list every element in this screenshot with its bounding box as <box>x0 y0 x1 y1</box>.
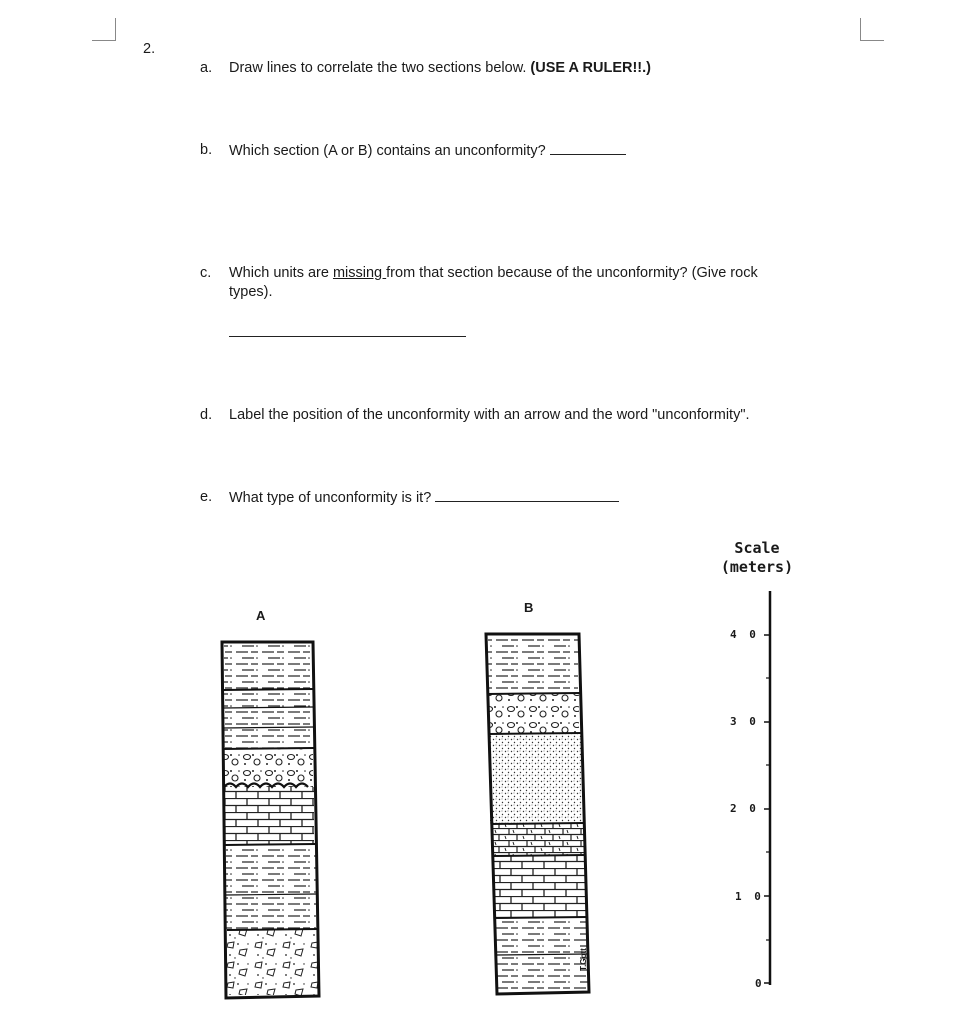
scale-bar <box>764 591 770 985</box>
item-d-text: Label the position of the unconformity with an arrow and the word "unconformity". <box>229 407 750 423</box>
item-b-question: Which section (A or B) contains an unconformity? <box>229 143 546 159</box>
scale-tick-30: 3 0 <box>730 715 759 728</box>
b-unit-limestone <box>494 856 586 918</box>
item-a-letter: a. <box>200 60 213 76</box>
item-d-letter: d. <box>200 407 213 423</box>
scale-tick-0: 0 <box>755 977 765 990</box>
item-c-underlined: missing <box>332 265 387 281</box>
a-unit-conglomerate <box>224 749 313 787</box>
item-c-post: from that section because of the unconformity? (Give rock <box>386 265 758 281</box>
a-unit-limestone <box>225 787 314 845</box>
section-b-label: B <box>524 600 534 615</box>
item-e-question: What type of unconformity is it? <box>229 490 432 506</box>
b-unit-dolomite <box>492 824 584 856</box>
b-unit-conglomerate <box>489 694 579 734</box>
item-c-letter: c. <box>200 265 212 281</box>
item-c-pre: Which units are <box>229 265 333 281</box>
item-a-instruction: Draw lines to correlate the two sections below. <box>229 60 531 76</box>
item-b-letter: b. <box>200 142 213 158</box>
b-unit-sandstone <box>490 734 582 824</box>
scale-tick-40: 4 0 <box>730 628 759 641</box>
b-unit-shale-top <box>488 636 578 694</box>
section-a-label: A <box>256 608 266 623</box>
item-e-letter: e. <box>200 489 213 505</box>
scale-title-line1: Scale <box>734 539 780 557</box>
scale-title-line2: (meters) <box>720 558 794 576</box>
a-unit-breccia <box>227 930 318 995</box>
a-unit-shale-top <box>224 644 312 749</box>
section-b-column <box>486 634 589 994</box>
question-number: 2. <box>143 41 156 57</box>
scale-tick-20: 2 0 <box>730 802 759 815</box>
item-a-emphasis: (USE A RULER!!.) <box>530 60 651 76</box>
scale-tick-10: 1 0 <box>735 890 764 903</box>
item-c-line2: types). <box>229 284 273 300</box>
section-a-column <box>222 642 319 998</box>
a-unit-shale-lower <box>226 845 316 930</box>
